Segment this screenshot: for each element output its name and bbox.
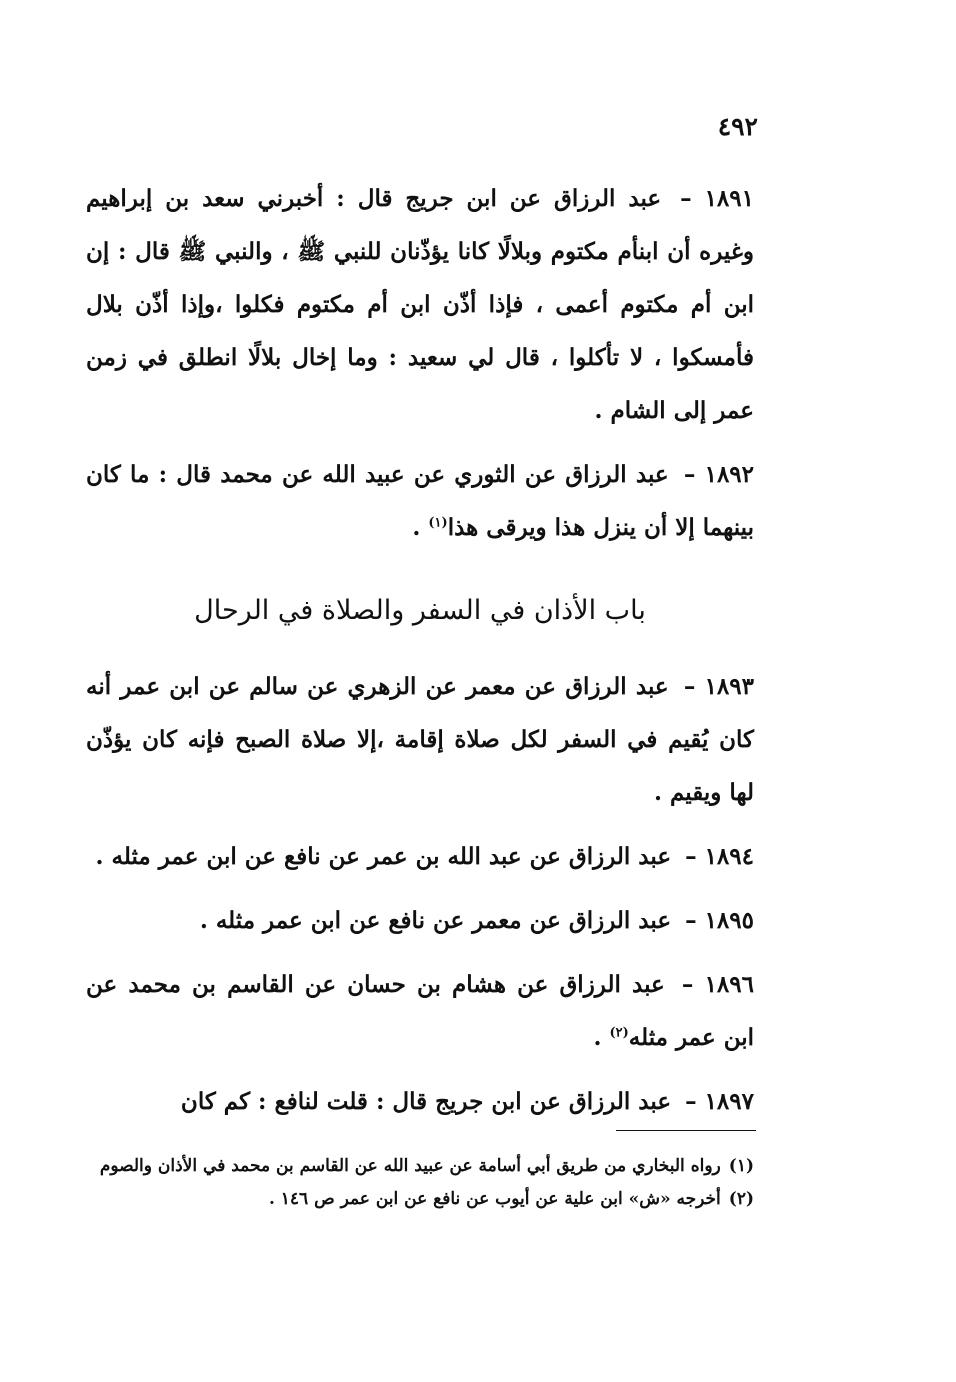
hadith-number: ١٨٩٦ – [681, 971, 754, 998]
page-number: ٤٩٢ [717, 112, 758, 141]
hadith-1894 [86, 830, 754, 883]
hadith-text: عبد الرزاق عن هشام بن حسان عن القاسم بن محمد عن ابن عمر مثله [86, 971, 754, 1051]
hadith-number: ١٨٩٤ – [685, 843, 754, 870]
hadith-1891 [86, 172, 754, 437]
hadith-number: ١٨٩٣ – [683, 673, 754, 700]
footnote-text: أخرجه «ش» ابن علية عن أيوب عن نافع عن ابن عمر ص ١٤٦ . [268, 1189, 721, 1209]
footnotes [86, 1150, 754, 1216]
footnote-number: (٢) [728, 1189, 754, 1209]
hadith-text-tail: . [412, 514, 429, 541]
footnote-1 [86, 1150, 754, 1183]
hadith-1892 [86, 448, 754, 554]
hadith-number: ١٨٩٢ – [683, 461, 755, 488]
hadith-text-tail: . [593, 1024, 610, 1051]
hadith-text: عبد الرزاق عن ابن جريج قال : أخبرني سعد بن إبراهيم وغيره أن ابنأم مكتوم وبلالًا كانا يؤذّنان للنبي ﷺ ، والنبي ﷺ قال : إن ابن أم مكتوم أعمى ، فإذا أذّن ابن أم مكتوم فكلوا ،وإذا أذّن بلال فأمسكوا ، لا تأكلوا ، قال لي سعيد : وما إخال بلالًا انطلق في زمن عمر إلى الشام . [86, 185, 754, 424]
hadith-number: ١٨٩٧ – [685, 1088, 754, 1115]
hadith-1897 [86, 1075, 754, 1128]
footnote-number: (١) [728, 1156, 754, 1176]
hadith-text: عبد الرزاق عن معمر عن نافع عن ابن عمر مثله . [199, 907, 672, 934]
footnote-reference: (٢) [609, 1025, 629, 1041]
hadith-text: عبد الرزاق عن معمر عن الزهري عن سالم عن ابن عمر أنه كان يُقيم في السفر لكل صلاة إقامة ،إلا صلاة الصبح فإنه كان يؤذّن لها ويقيم . [86, 673, 754, 806]
footnote-text: رواه البخاري من طريق أبي أسامة عن عبيد الله عن القاسم بن محمد في الأذان والصوم [99, 1156, 721, 1176]
hadith-1895 [86, 894, 754, 947]
hadith-number: ١٨٩٥ – [685, 907, 754, 934]
hadith-1896 [86, 958, 754, 1064]
hadith-1893 [86, 660, 754, 819]
main-text [86, 172, 754, 1139]
hadith-text: عبد الرزاق عن عبد الله بن عمر عن نافع عن ابن عمر مثله . [95, 843, 672, 870]
footnote-reference: (١) [428, 515, 448, 531]
chapter-heading: باب الأذان في السفر والصلاة في الرحال [194, 595, 646, 626]
hadith-text: عبد الرزاق عن الثوري عن عبيد الله عن محمد قال : ما كان بينهما إلا أن ينزل هذا ويرقى هذا [86, 461, 754, 541]
hadith-text: عبد الرزاق عن ابن جريج قال : قلت لنافع : كم كان [180, 1088, 672, 1115]
footnote-2 [86, 1183, 754, 1216]
hadith-number: ١٨٩١ – [680, 185, 754, 212]
footnote-divider [616, 1130, 756, 1131]
